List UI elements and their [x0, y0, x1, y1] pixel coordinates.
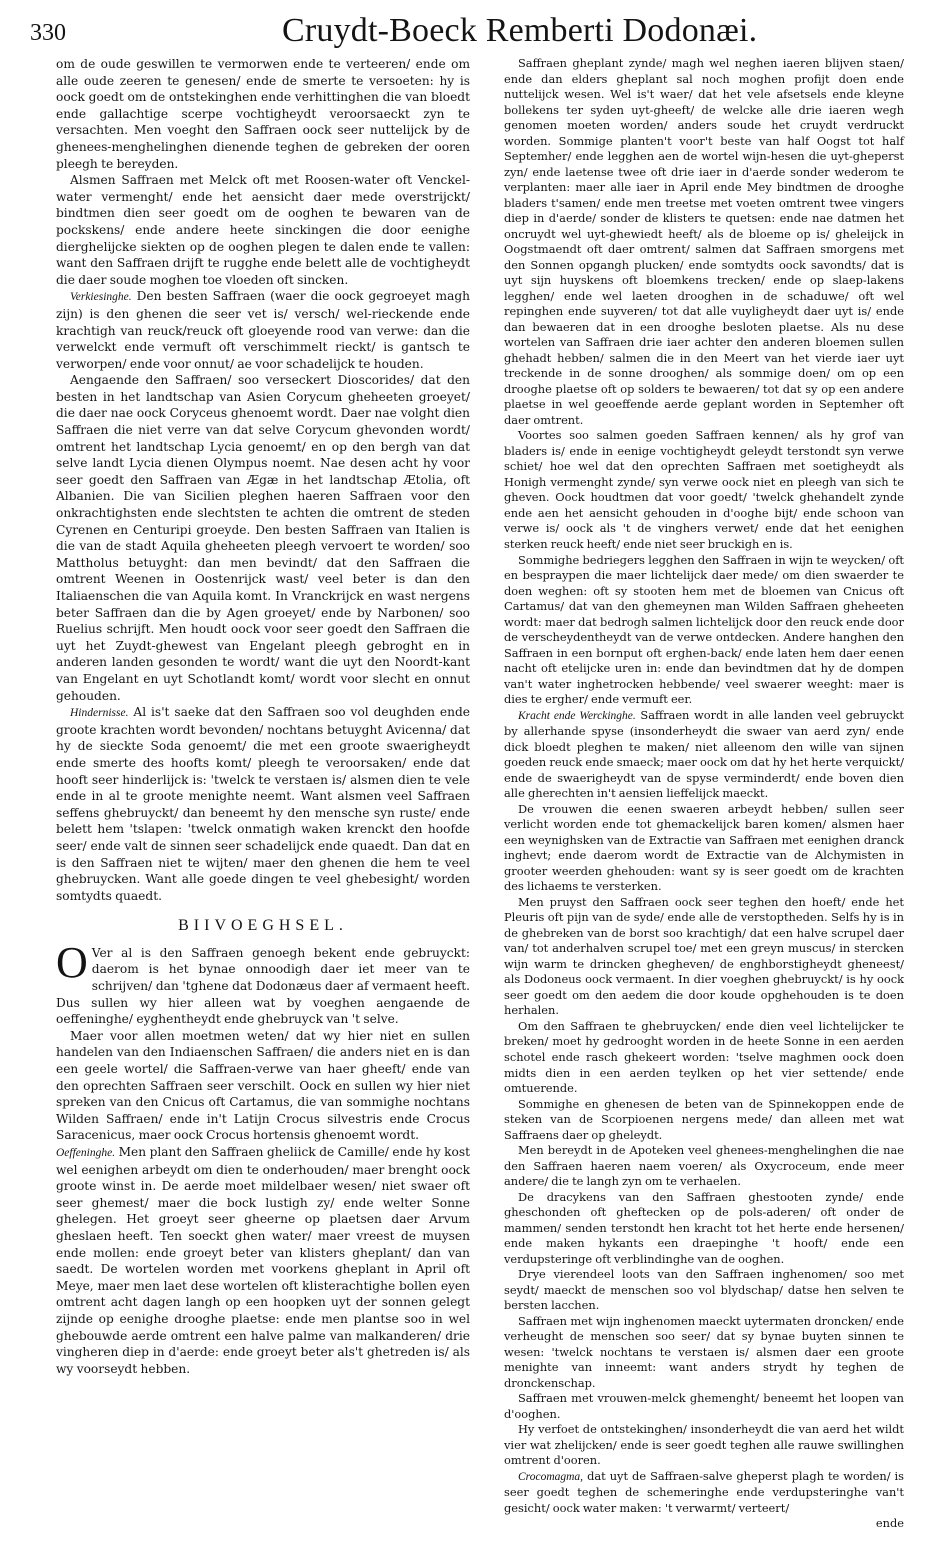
paragraph-oeffeninghe — [56, 1144, 470, 1377]
paragraph: Alsmen Saffraen met Melck oft met Roosen-water oft Venckel-water vermenght/ ende het aensicht daer mede overstrijckt/ bindtmen dien seer goedt om de ooghen te bewaren van de pockskens/ ende andere heete sinckingen die door eenighe dierghelijcke siekten op de ooghen plegen te dalen ende te vallen: want den Saffraen drijft te rugghe ende belett alle de vochtigheydt die daer soude moghen toe vloeden oft sincken. — [56, 173, 470, 287]
paragraph: Om den Saffraen te ghebruycken/ ende dien veel lichtelijcker te breken/ moet hy gedrooght worden in de heete Sonne in een aerden schotel ende rasch ghekeert worden: 'tselve maghmen oock doen midts dien in een aerden teylken op het vier settende/ ende omtuerende. — [504, 1018, 904, 1096]
right-column — [504, 56, 904, 1532]
left-column — [56, 56, 470, 1377]
paragraph: De dracykens van den Saffraen ghestooten zynde/ ende gheschonden oft gheftecken op de pols-aderen/ oft onder de mammen/ senden terstondt hen kracht tot het herte ende hersenen/ ende maken hykants een draepinghe 't hooft/ ende een verdupsteringe oft verblindinghe van de ooghen. — [504, 1189, 904, 1266]
margin-label: Hindernisse. — [70, 707, 129, 720]
paragraph-text: Men plant den Saffraen gheliick de Camille/ ende hy kost wel eenighen arbeydt om dien te onderhouden/ maer brenght oock groote winst in. De aerde moet mildelbaer wesen/ niet swaer oft seer ghemest/ maer die bock lustigh zy/ ende welter Sonne ghelegen. Het groeyt seer gheerne op plaetsen daer Arvum gheslaen heeft. Ten soeckt ghen water/ maer vreest de muysen ende mollen: ende groeyt beter van klisters gheplant/ dan van saedt. De wortelen worden met voorkens gheplant in April oft Meye, maer men laet dese wortelen oft klisterachtighe bollen eyen omtrent acht dagen langh op een hoopken uyt der sonnen gelegt zijnde op eenighe drooghe plaetse: ende men plantse soo in wel ghebouwde aerde omtrent een halve palme van malkanderen/ drie vingheren diep in d'aerde: ende groeyt beter als't ghetreden is/ als wy voorseydt hebben. — [56, 1145, 471, 1376]
paragraph: Maer voor allen moetmen weten/ dat wy hier niet en sullen handelen van den Indiaenschen Saffraen/ die anders niet en is dan een geele wortel/ die Saffraen-verwe van haer gheeft/ ende van den oprechten Saffraen seer verschilt. Oock en sullen wy hier niet spreken van den Cnicus oft Cartamus, die van sommighe nochtans Wilden Saffraen/ ende in't Latijn Crocus silvestris ende Crocus Saracenicus, maer oock Crocus hortensis ghenoemt wordt. — [56, 1028, 470, 1143]
paragraph: Sommighe en ghenesen de beten van de Spinnekoppen ende de steken van de Scorpioenen nergens mede/ dan alleen met wat Saffraens daer op gheleydt. — [504, 1096, 904, 1142]
catchword: ende — [875, 1516, 904, 1531]
paragraph: Voortes soo salmen goeden Saffraen kennen/ als hy grof van bladers is/ ende in eenige vochtigheydt geleydt terstondt syn verwe schiet/ hoe wel dat den oprechten Saffraen met soetigheydt als Honigh vermenght zynde/ syn verwe oock niet en pleegh van sich te gheven. Oock houdtmen dat voor goedt/ 'twelck ghehandelt zynde ende aen het aensicht gehouden in d'ooghe bijt/ ende schoon van verwe is/ oock als 't de vinghers verwet/ ende dat het eenighen sterken reuck heeft/ ende niet seer bruckigh en is. — [504, 428, 904, 551]
margin-label: Crocomagma, — [518, 1470, 584, 1483]
paragraph: Sommighe bedriegers legghen den Saffraen in wijn te weycken/ oft en bespraypen die maer lichtelijck daer mede/ om dien swaerder te doen weghen: oft sy stooten hem met de bloemen van Cnicus oft Cartamus/ dat van den ghemeynen man Wilden Saffraen gheheeten wordt: maer dat bedrogh salmen lichtelijck door den reuck ende door de verscheydentheydt van de verwe ontdecken. Andere hanghen den Saffraen in een bornput oft erghen-back/ ende laten hem daer eenen nacht oft etelijcke uren in: ende dan bevindtmen dat hy de dompen van't water inghetrocken hebbende/ veel swaerer weeght: maer is dies te ergher/ ende vermuft eer. — [504, 552, 904, 707]
paragraph: Saffraen met vrouwen-melck ghemenght/ beneemt het loopen van d'ooghen. — [504, 1391, 904, 1421]
paragraph-crocomagma — [504, 1469, 904, 1517]
margin-label: Kracht ende Werckinghe. — [518, 709, 636, 722]
paragraph: Drye vierendeel loots van den Saffraen inghenomen/ soo met seydt/ maeckt de menschen soo vol blydschap/ datse hen selven te bersten lacchen. — [504, 1267, 904, 1313]
paragraph-text: Al is't saeke dat den Saffraen soo vol deughden ende groote krachten wordt bevonden/ nochtans betuyght Avicenna/ dat hy de sieckte Soda genoemt/ die met een groote swaerigheydt ende smerte des hoofts komt/ pleegh te veroorsaken/ ende dat hooft seer hinderlijck is: 'twelck te verstaen is/ alsmen dien te vele ende in al te groote menighte neemt. Want alsmen veel Saffraen seffens ghebruyckt/ dan beneemt hy den mensche syn ruste/ ende belett hem 'tslapen: 'twelck onmatigh waken krenckt den hoofde seer/ ende valt de sinnen seer schadelijck ende quaedt. Dan dat en is den Saffraen niet te wijten/ maer den ghenen die hem te veel ghebruycken. Want alle goede dingen te veel ghebesight/ worden somtydts quaedt. — [56, 705, 470, 903]
paragraph: Saffraen met wijn inghenomen maeckt uytermaten droncken/ ende verheught de menschen soo seer/ dat sy bynae buyten sinnen te wesen: 'twelck nochtans te verstaen is/ alsmen daer een groote menighte van inneemt: want anders strydt hy teghen de dronckenschap. — [504, 1313, 904, 1390]
paragraph-text: Ver al is den Saffraen genoegh bekent ende gebruyckt: daerom is het bynae onnoodigh daer iet meer van te schrijven/ dan 'tghene dat Dodonæus daer af vermaent heeft. Dus sullen wy hier alleen wat by voeghen aengaende de oeffeninghe/ eyghentheydt ende ghebruyck van 't selve. — [56, 945, 470, 1027]
drop-cap: O — [56, 937, 88, 987]
paragraph-text: Saffraen wordt in alle landen veel gebruyckt by allerhande spyse (insonderheydt die swaer van aerd zyn/ ende dick bloedt pleghen te maken/ niet alleenom den wille van sijnen goeden reuck ende smaeck; maer oock om dat hy het herte verquickt/ ende de swaerigheydt van de spyse verminderdt/ ende boven dien alle gherechten in't aensien lieffelijck maeckt. — [504, 707, 905, 801]
page-number: 330 — [30, 20, 66, 46]
paragraph-kracht — [504, 708, 904, 802]
paragraph: Men pruyst den Saffraen oock seer teghen den hoeft/ ende het Pleuris oft pijn van de syde/ ende alle de verstoptheden. Selfs hy is in de ghebreken van de borst soo krachtigh/ dat een halve scrupel daer van/ tot anderhalven scrupel toe/ met een greyn muscus/ in stercken wijn warm te drincken ghegheven/ de enghborstigheydt gheneest/ als Dodoneus oock vermaent. In dier voeghen ghebruyckt/ is hy oock seer goedt om den aedem die door koude opghehouden is te doen herhalen. — [504, 894, 904, 1018]
paragraph-hindernisse — [56, 704, 470, 904]
paragraph: om de oude geswillen te vermorwen ende te verteeren/ ende om alle oude zeeren te genesen/ ende de smerte te versoeten: hy is oock goedt om de ontstekinghen ende verhittinghen die van bloedt ende gallachtige scerpe vochtigheydt veroorsaeckt zyn te versachten. Men voeght den Saffraen oock seer nuttelijck by de ghenees-menghelinghen dienende teghen de gebreken der ooren pleegh te bereyden. — [56, 57, 470, 171]
paragraph-dropcap — [56, 937, 470, 1028]
paragraph: Aengaende den Saffraen/ soo verseckert Dioscorides/ dat den besten in het landtschap van Asien Corycum gheheeten groeyet/ die daer nae oock Coryceus ghenoemt wordt. Daer nae volght dien Saffraen die niet verre van dat selve Corycum ghevonden wordt/ omtrent het landtschap Lycia genoemt/ en op den bergh van dat selve landt Lycia dienen Olympus noemt. Nae desen acht hy voor seer goedt den Saffraen van Ægæ in het landtschap Ætolia, oft Albanien. Die van Sicilien pleghen haeren Saffraen voor den onkrachtighsten ende slechtsten te achten die omtrent de steden Cyrenen en Centuripi groeyde. Den besten Saffraen van Italien is die van de stadt Aquila gheheeten pleegh vervoert te worden/ soo Mattholus betuyght: dan men bevindt/ dat den Saffraen die omtrent Weenen in Oostenrijck wast/ veel beter is dan den Italiaenschen die van Aquila komt. In Vranckrijck en wast nergens beter Saffraen dan die by Agen groeyet/ ende by Narbonen/ soo Ruelius schrijft. Men houdt oock voor seer goedt den Saffraen die uyt het Zuydt-ghewest van Engelant pleegh gebroght en in anderen landen gesonden te wordt/ want die uyt den Noordt-kant van Engelant en uyt Schotlandt komt/ wordt voor slecht en onnut gehouden. — [56, 373, 470, 703]
paragraph-text: Den besten Saffraen (waer die oock gegroeyet magh zijn) is den ghenen die seer vet is/ versch/ wel-rieckende ende krachtigh van reuck/reuck oft gloeyende rood van verwe: dan die verwelckt ende vermuft oft verschimmelt rieckt/ is gantsch te verworpen/ ende voor onnut/ ae voor schadelijck te houden. — [56, 289, 471, 371]
section-heading: BIIVOEGHSEL. — [178, 917, 348, 935]
paragraph-text: dat uyt de Saffraen-salve gheperst plagh te worden/ is seer goedt teghen de schemeringhe ende verdupsteringhe van't gesicht/ oock water maken: 't verwarmt/ verteert/ — [504, 1468, 905, 1515]
paragraph: Saffraen gheplant zynde/ magh wel neghen iaeren blijven staen/ ende dan elders gheplant sal noch moghen profijt doen ende nuttelijck wesen. Wel is't waer/ dat het vele afsetsels ende kleyne bollekens ter syden uyt-gheeft/ de welcke alle drie iaeren wegh genomen moeten worden/ anders soude het cruydt verdruckt worden. Sommige planten't voor't beste van half Oogst tot half Septemher/ ende legghen aen de wortel wijn-hesen die uyt-gheperst zyn/ ende laetense twee oft drie iaer in d'aerde sonder wederom te verplanten: maer alle iaer in April ende Mey bindtmen de drooghe bladers t'samen/ ende men treetse met voeten omtrent twee vingers diep in d'aerde/ sonder de klisters te quetsen: ende nae datmen het oncruydt wel uyt-ghewiedt heeft/ als de bloeme op is/ gheleijck in Oogstmaendt oft daer omtrent/ salmen dat Saffraen smorgens met den Sonnen opgangh plucken/ ende somtydts oock savondts/ dat is uyt sijn huyskens oft bloemkens trecken/ ende op slaep-lakens legghen/ ende wel laeten drooghen in de schaduwe/ oft wel repinghen ende suyveren/ tot dat alle vuyligheydt daer uyt is/ ende dan bewaeren dat in een drooghe besloten plaetse. Als nu dese wortelen van Saffraen drie iaer achter den anderen bloemen sullen ghehadt hebben/ salmen die in den Meert van het vierde iaer uyt treckende in de sonne drooghen/ als sommige doen/ om op een drooghe plaetse oft op solders te bewaeren/ tot dat sy op een andere plaetse in wel geoeffende aerde geplant worden in Septemher oft daer omtrent. — [504, 56, 904, 427]
paragraph: Hy verfoet de ontstekinghen/ insonderheydt die van aerd het wildt vier wat zhelijcken/ ende is seer goedt teghen alle rauwe swillinghen omtrent d'ooren. — [504, 1422, 904, 1468]
margin-label: Oeffeninghe. — [56, 1147, 116, 1159]
paragraph: De vrouwen die eenen swaeren arbeydt hebben/ sullen seer verlicht worden ende tot ghemackelijck baren komen/ alsmen haer een weynighsken van de Extractie van Saffraen met eenighen dranck inghevt; ende daerom wordt de Extractie van de Alchymisten in grooter weerden ghehouden: want sy is seer goedt om de krachten des lichaems te versterken. — [504, 801, 904, 894]
paragraph-verkiesinghe — [56, 288, 470, 372]
paragraph: Men bereydt in de Apoteken veel ghenees-menghelinghen die nae den Saffraen haeren naem voeren/ als Oxycroceum, ende meer andere/ die te langh zyn om te verhaelen. — [504, 1143, 904, 1189]
running-head: Cruydt-Boeck Remberti Dodonæi. — [282, 12, 758, 49]
margin-label: Verkiesinghe. — [70, 291, 132, 304]
